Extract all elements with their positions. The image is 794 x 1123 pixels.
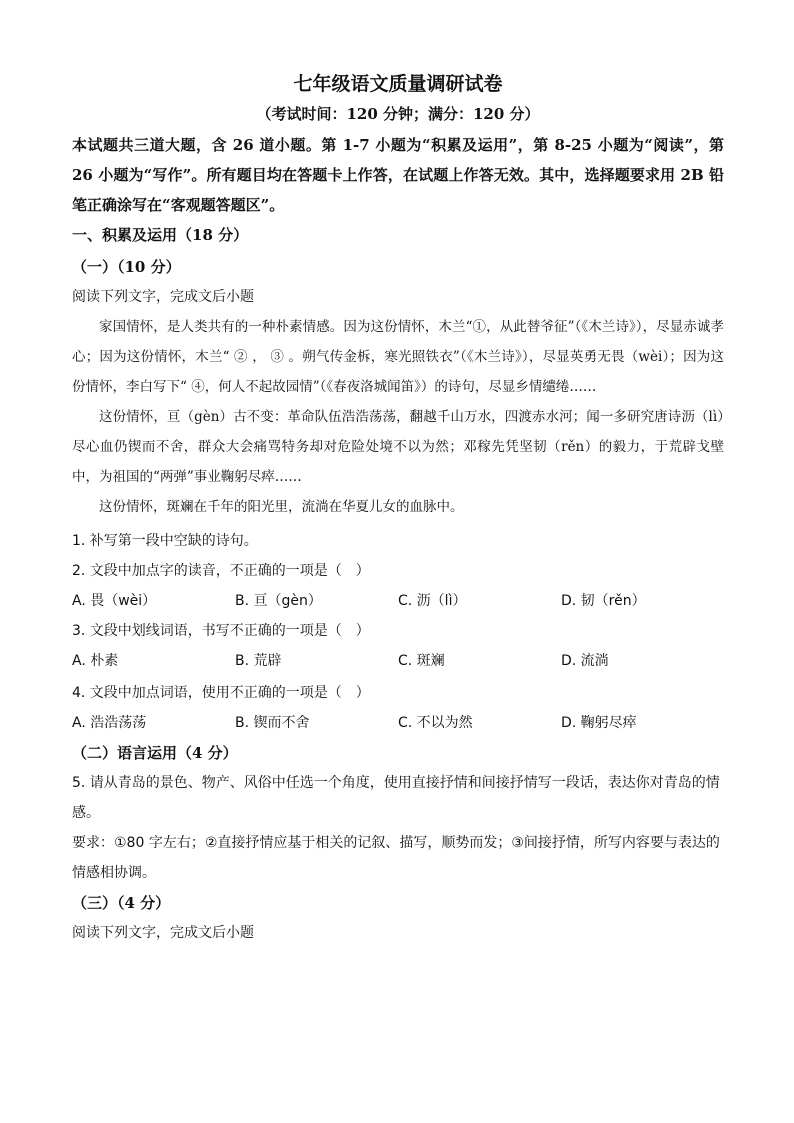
question-1: 1. 补写第一段中空缺的诗句。: [72, 533, 258, 549]
exam-instructions: 本试题共三道大题，含 26 道小题。第 1-7 小题为“积累及运用”，第 8-25 小题为“阅读”，第 26 小题为“写作”。所有题目均在答题卡上作答，在试题上作答无效。其中，选择题要求用 2B 铅笔正确涂写在“客观题答题区”。: [72, 136, 724, 214]
exam-subtitle: （考试时间：120 分钟；满分：120 分）: [256, 105, 540, 123]
question-2: 2. 文段中加点字的读音，不正确的一项是（ ）: [72, 563, 370, 579]
question-3-options: [72, 646, 724, 676]
exam-title: 七年级语文质量调研试卷: [293, 73, 503, 95]
section-1-heading: 一、积累及运用（18 分）: [72, 226, 249, 244]
question-3: 3. 文段中划线词语，书写不正确的一项是（ ）: [72, 623, 370, 639]
option-b: B. 锲而不舍: [235, 715, 310, 731]
question-4: 4. 文段中加点词语，使用不正确的一项是（ ）: [72, 685, 370, 701]
question-5: 5. 请从青岛的景色、物产、风俗中任选一个角度，使用直接抒情和间接抒情写一段话，表达你对青岛的情感。: [72, 775, 720, 821]
passage-paragraph-2: 这份情怀，亘（gèn）古不变：革命队伍浩浩荡荡，翻越千山万水，四渡赤水河；闻一多研究唐诗沥（lì）尽心血仍锲而不舍，群众大会痛骂特务却对危险处境不以为然；邓稼先凭坚韧（rěn）的毅力，于荒辟戈壁中，为祖国的“两弹”事业鞠躬尽瘁……: [72, 409, 724, 485]
passage-paragraph-3: 这份情怀，斑斓在千年的阳光里，流淌在华夏儿女的血脉中。: [99, 499, 464, 515]
option-b: B. 荒辟: [235, 653, 282, 669]
option-d: D. 鞠躬尽瘁: [561, 715, 637, 731]
part-1-heading: （一）（10 分）: [72, 258, 181, 276]
exam-page: [72, 70, 724, 948]
part-1-instruction: 阅读下列文字，完成文后小题: [72, 289, 254, 305]
option-c: C. 斑斓: [398, 653, 445, 669]
option-d: D. 流淌: [561, 653, 609, 669]
part-2-heading: （二）语言运用（4 分）: [72, 744, 238, 762]
question-4-options: [72, 708, 724, 738]
question-5-requirement: 要求：①80 字左右；②直接抒情应基于相关的记叙、描写，顺势而发；③间接抒情，所写内容要与表达的情感相协调。: [72, 835, 720, 881]
part-3-instruction: 阅读下列文字，完成文后小题: [72, 925, 254, 941]
option-a: A. 朴素: [72, 653, 119, 669]
option-a: A. 畏（wèi）: [72, 593, 157, 609]
option-d: D. 韧（rěn）: [561, 593, 646, 609]
part-3-heading: （三）（4 分）: [72, 894, 171, 912]
passage-paragraph-1: 家国情怀，是人类共有的一种朴素情感。因为这份情怀，木兰“①，从此替爷征”（《木兰诗》），尽显赤诚孝心；因为这份情怀，木兰“ ② ， ③ 。朔气传金柝，寒光照铁衣”（《木兰诗》），尽显英勇无畏（wèi）；因为这份情怀，李白写下“ ④，何人不起故园情”（《春夜洛城闻笛》）的诗句，尽显乡情缱绻……: [72, 319, 724, 395]
option-b: B. 亘（gèn）: [235, 593, 322, 609]
option-c: C. 不以为然: [398, 715, 473, 731]
option-c: C. 沥（lì）: [398, 593, 467, 609]
question-2-options: [72, 586, 724, 616]
option-a: A. 浩浩荡荡: [72, 715, 147, 731]
